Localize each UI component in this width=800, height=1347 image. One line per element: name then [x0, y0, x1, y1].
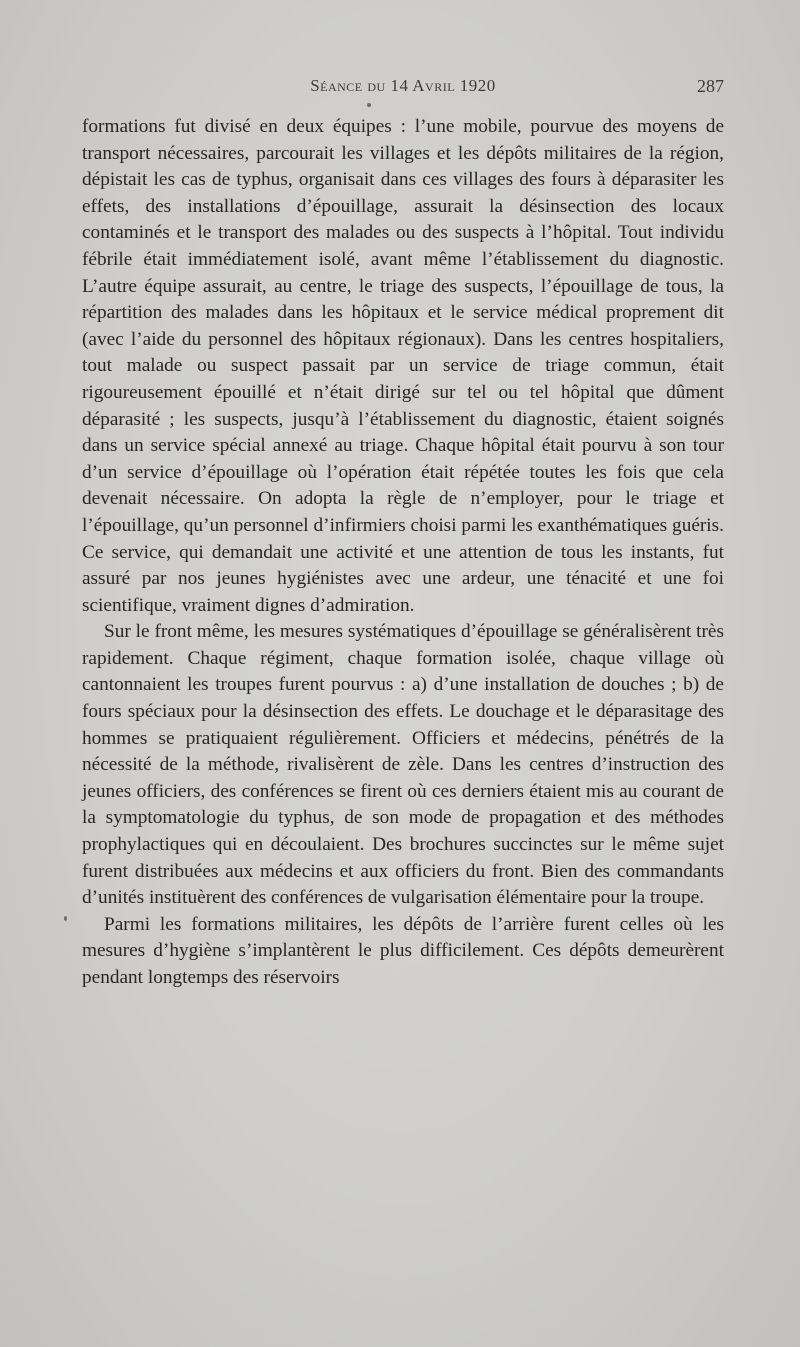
ink-speck	[367, 103, 371, 107]
running-head	[82, 76, 724, 100]
body-text	[82, 114, 724, 992]
paragraph-2: Sur le front même, les mesures systématiques d’épouillage se généralisèrent très rapidement. Chaque régiment, chaque formation isolée, chaque village où cantonnaient les troupes furent pourvus : a) d’une installation de douches ; b) de fours spéciaux pour la désinsection des effets. Le douchage et le déparasitage des hommes se pratiquaient régulièrement. Officiers et médecins, pénétrés de la nécessité de la méthode, rivalisèrent de zèle. Dans les centres d’instruction des jeunes officiers, des conférences se firent où ces derniers étaient mis au courant de la symptomatologie du typhus, de son mode de propagation et des méthodes prophylactiques qui en découlaient. Des brochures succinctes sur le même sujet furent distribuées aux médecins et aux officiers du front. Bien des commandants d’unités instituèrent des conférences de vulgarisation élémentaire pour la troupe.	[82, 621, 724, 909]
running-title: Séance du 14 Avril 1920	[310, 76, 496, 95]
page-number: 287	[697, 76, 724, 96]
paragraph-3: Parmi les formations militaires, les dépôts de l’arrière furent celles où les mesures d’hygiène s’implantèrent le plus difficilement. Ces dépôts demeurèrent pendant longtemps des réservoirs	[82, 913, 724, 988]
ink-speck	[64, 916, 67, 921]
paragraph-1: formations fut divisé en deux équipes : l’une mobile, pourvue des moyens de transport nécessaires, parcourait les villages et les dépôts militaires de la région, dépistait les cas de typhus, organisait dans ces villages des fours à déparasiter les effets, des installations d’épouillage, assurait la désinsection des locaux contaminés et le transport des malades ou des suspects à l’hôpital. Tout individu fébrile était immédiatement isolé, avant même l’établissement du diagnostic. L’autre équipe assurait, au centre, le triage des suspects, l’épouillage de tous, la répartition des malades dans les hôpitaux et le service médical proprement dit (avec l’aide du personnel des hôpitaux régionaux). Dans les centres hospitaliers, tout malade ou suspect passait par un service de triage commun, était rigoureusement épouillé et n’était dirigé sur tel ou tel hôpital que dûment déparasité ; les suspects, jusqu’à l’établissement du diagnostic, étaient soignés dans un service spécial annexé au triage. Chaque hôpital était pourvu à son tour d’un service d’épouillage où l’opération était répétée toutes les fois que cela devenait nécessaire. On adopta la règle de n’employer, pour le triage et l’épouillage, qu’un personnel d’infirmiers choisi parmi les exanthématiques guéris. Ce service, qui demandait une activité et une attention de tous les instants, fut assuré par nos jeunes hygiénistes avec une ardeur, une ténacité et une foi scientifique, vraiment dignes d’admiration.	[82, 116, 724, 616]
